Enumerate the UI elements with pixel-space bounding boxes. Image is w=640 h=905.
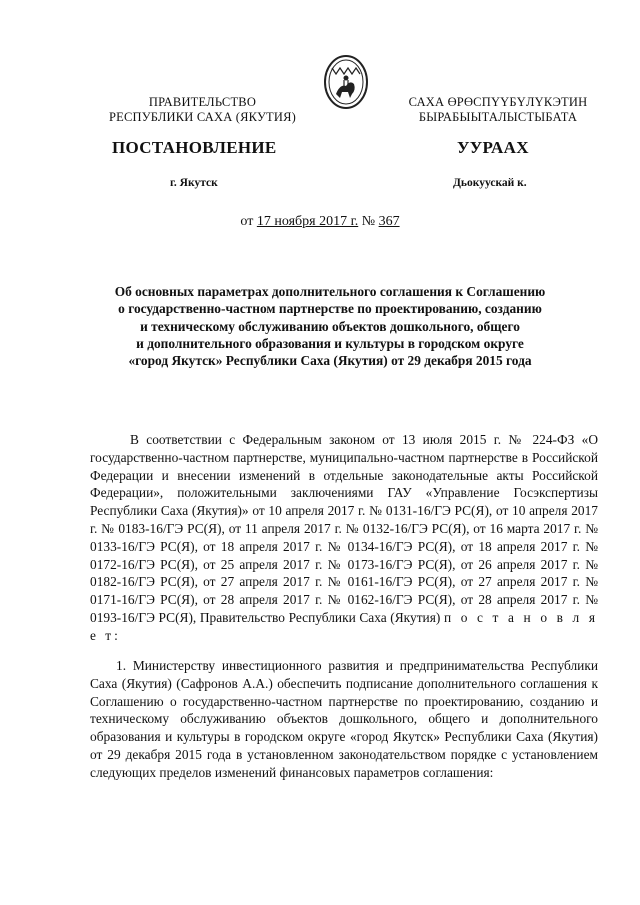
preamble-text — [90, 432, 598, 643]
issuer-right-line2: БЫРАБЫЫТАЛЫСТЫБАТА — [418, 110, 578, 124]
issuer-left-line2: РЕСПУБЛИКИ САХА (ЯКУТИЯ) — [109, 110, 296, 124]
subject-line: и дополнительного образования и культуры в городском округе — [136, 335, 524, 351]
date-value: 17 ноября 2017 г. — [256, 214, 359, 229]
issuer-left — [100, 95, 305, 125]
clause-1-paragraph — [90, 657, 598, 782]
city-left: г. Якутск — [170, 177, 218, 189]
number-prefix: № — [361, 214, 376, 229]
number-value: 367 — [378, 214, 400, 229]
subject-line: Об основных параметрах дополнительного соглашения к Соглашению — [114, 284, 546, 299]
preamble-paragraph — [90, 431, 598, 645]
issuer-right-line1: САХА ӨРӨСПҮҮБҮЛҮКЭТИН — [408, 95, 588, 109]
date-number-line — [0, 214, 640, 230]
issuer-left-line1: ПРАВИТЕЛЬСТВО — [148, 95, 257, 109]
subject-line: и техническому обслуживанию объектов дошкольного, общего — [140, 318, 520, 334]
subject-line: о государственно-частном партнерстве по проектированию, созданию — [118, 301, 542, 317]
resolves-text: п о с т а н о в л я е т: — [90, 609, 598, 643]
document-type-title: ПОСТАНОВЛЕНИЕ — [112, 138, 277, 157]
preamble-body: В соответствии с Федеральным законом от 13 июля 2015 г. № 224-ФЗ «О государственно-частном партнерстве, муниципально-частном партнерстве в Российской Федерации и внесении изменений в отдельные законодательные акты Российской Федерации», положительными заключениями ГАУ «Управление Госэкспертизы Республики Саха (Якутия)» от 10 апреля 2017 г. № 0131-16/ГЭ РС(Я), от 10 апреля 2017 г. № 0183-16/ГЭ РС(Я), от 11 апреля 2017 г. № 0132-16/ГЭ РС(Я), от 16 марта 2017 г. № 0133-16/ГЭ РС(Я), от 18 апреля 2017 г. № 0134-16/ГЭ РС(Я), от 18 апреля 2017 г. № 0172-16/ГЭ РС(Я), от 25 апреля 2017 г. № 0173-16/ГЭ РС(Я), от 26 апреля 2017 г. № 0182-16/ГЭ РС(Я), от 27 апреля 2017 г. № 0161-16/ГЭ РС(Я), от 27 апреля 2017 г. № 0171-16/ГЭ РС(Я), от 28 апреля 2017 г. № 0162-16/ГЭ РС(Я), от 28 апреля 2017 г. № 0193-16/ГЭ РС(Я), Правительство Республики Саха (Якутия) — [90, 432, 598, 625]
document-type-title-sakha: УУРААХ — [457, 138, 529, 157]
document-subject — [80, 283, 580, 369]
city-right: Дьокуускай к. — [453, 177, 527, 189]
subject-line: «город Якутск» Республики Саха (Якутия) от 29 декабря 2015 года — [128, 353, 532, 369]
clause-1-text: 1. Министерству инвестиционного развития и предпринимательства Республики Саха (Якутия) (Сафронов А.А.) обеспечить подписание дополнительного соглашения к Соглашению о государственно-частном партнерстве по проектированию, созданию и техническому обслуживанию объектов дошкольного, общего и дополнительного образования и культуры в городском округе «город Якутск» Республики Саха (Якутия) от 29 декабря 2015 года в установленном законодательством порядке с установлением следующих пределов изменений финансовых параметров соглашения: — [90, 658, 598, 780]
date-prefix: от — [240, 214, 254, 229]
issuer-right — [393, 95, 603, 125]
coat-of-arms-icon — [322, 54, 370, 110]
